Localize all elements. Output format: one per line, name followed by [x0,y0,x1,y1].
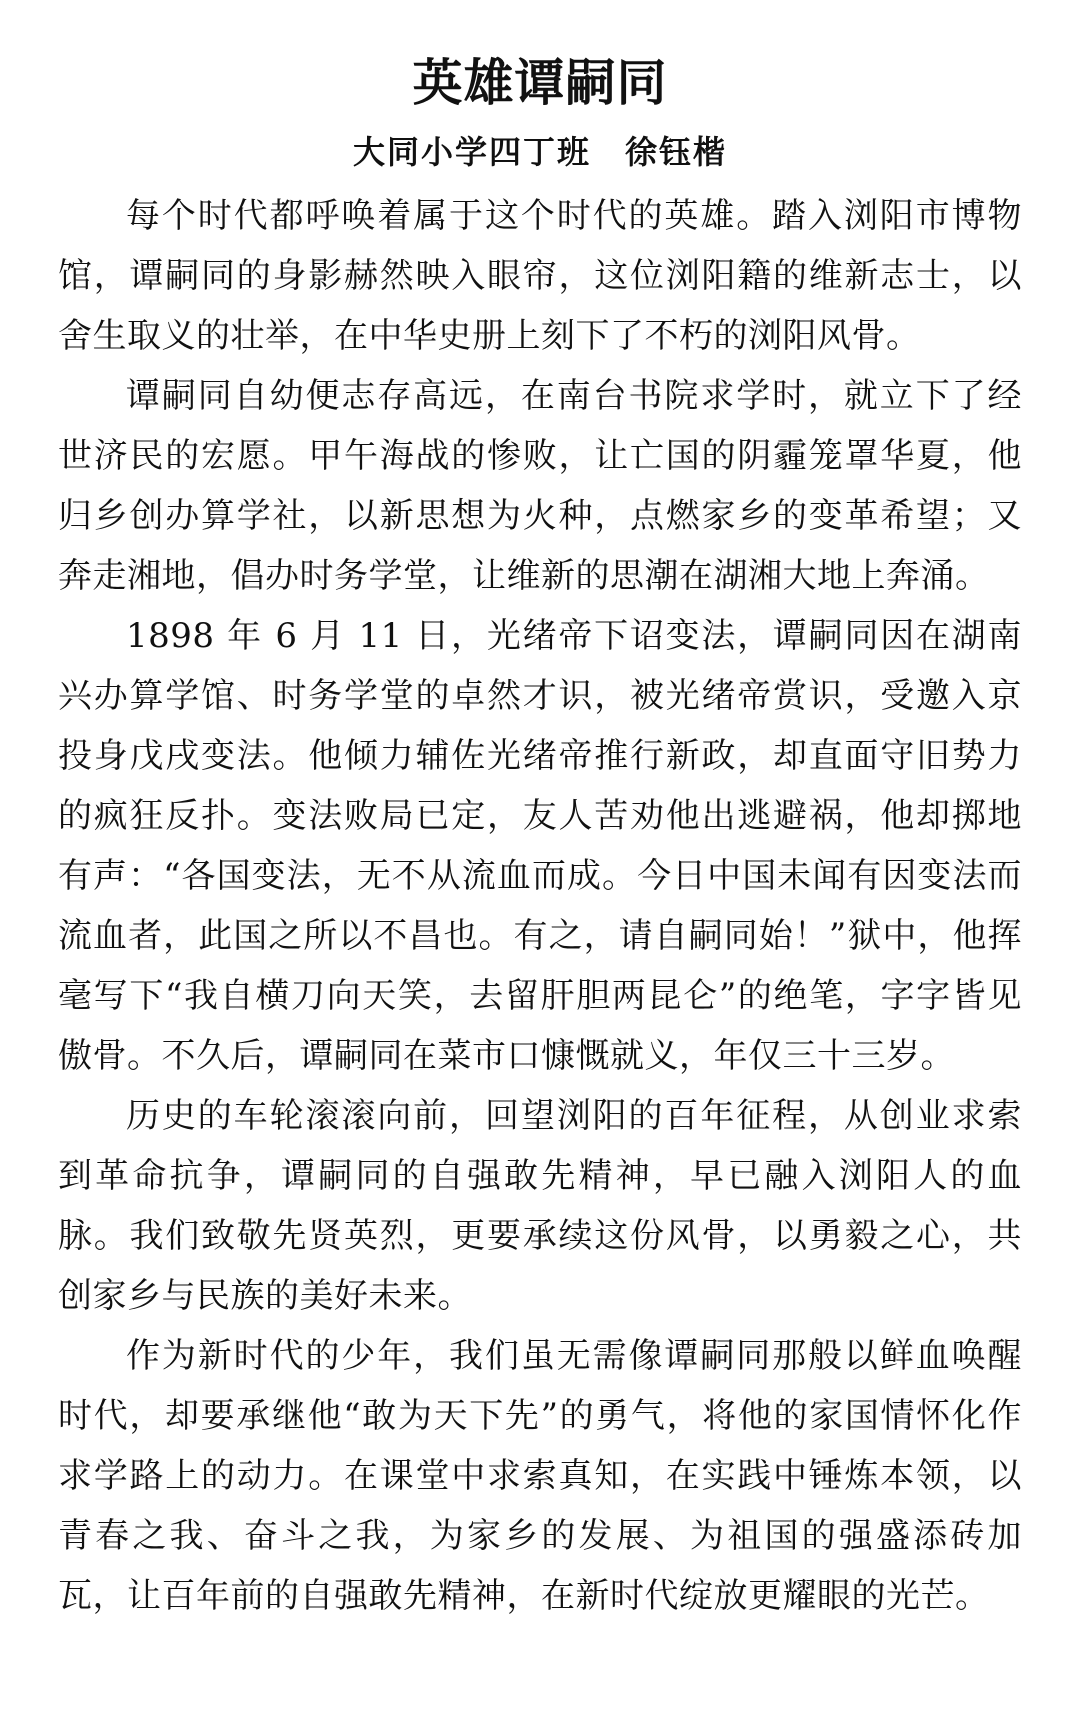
article-title: 英雄谭嗣同 [412,53,668,112]
paragraph-2: 谭嗣同自幼便志存高远，在南台书院求学时，就立下了经世济民的宏愿。甲午海战的惨败，让亡国的阴霾笼罩华夏，他归乡创办算学社，以新思想为火种，点燃家乡的变革希望；又奔走湘地，倡办时务学堂，让维新的思潮在湖湘大地上奔涌。 [58,376,1022,596]
paragraph-5: 作为新时代的少年，我们虽无需像谭嗣同那般以鲜血唤醒时代，却要承继他“敢为天下先”的勇气，将他的家国情怀化作求学路上的动力。在课堂中求索真知，在实践中锤炼本领，以青春之我、奋斗之我，为家乡的发展、为祖国的强盛添砖加瓦，让百年前的自强敢先精神，在新时代绽放更耀眼的光芒。 [58,1336,1022,1616]
paragraph-3: 1898 年 6 月 11 日，光绪帝下诏变法，谭嗣同因在湖南兴办算学馆、时务学堂的卓然才识，被光绪帝赏识，受邀入京投身戊戌变法。他倾力辅佐光绪帝推行新政，却直面守旧势力的疯狂反扑。变法败局已定，友人苦劝他出逃避祸，他却掷地有声：“各国变法，无不从流血而成。今日中国未闻有因变法而流血者，此国之所以不昌也。有之，请自嗣同始！”狱中，他挥毫写下“我自横刀向天笑，去留肝胆两昆仑”的绝笔，字字皆见傲骨。不久后，谭嗣同在菜市口慷慨就义，年仅三十三岁。 [58,616,1022,1076]
paragraph-4: 历史的车轮滚滚向前，回望浏阳的百年征程，从创业求索到革命抗争，谭嗣同的自强敢先精神，早已融入浏阳人的血脉。我们致敬先贤英烈，更要承续这份风骨，以勇毅之心，共创家乡与民族的美好未来。 [58,1096,1022,1316]
article-byline: 大同小学四丁班 徐钰楷 [352,133,727,171]
paragraph-1: 每个时代都呼唤着属于这个时代的英雄。踏入浏阳市博物馆，谭嗣同的身影赫然映入眼帘，这位浏阳籍的维新志士，以舍生取义的壮举，在中华史册上刻下了不朽的浏阳风骨。 [58,196,1022,356]
